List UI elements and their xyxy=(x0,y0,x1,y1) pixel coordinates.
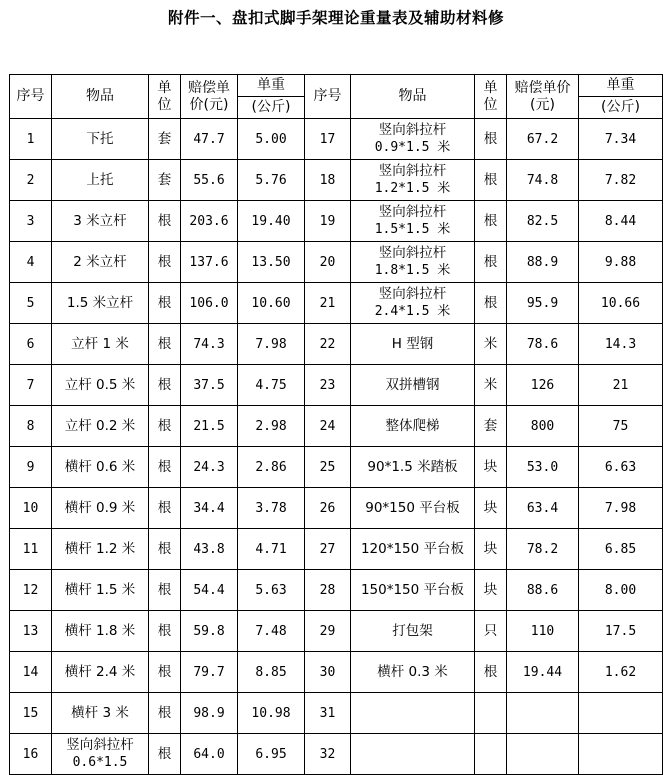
row-price-left: 74.3 xyxy=(181,324,238,365)
row-unit-right: 块 xyxy=(475,570,507,611)
table-row xyxy=(10,693,663,734)
row-no-left: 14 xyxy=(10,652,52,693)
row-weight-left: 3.78 xyxy=(238,488,305,529)
row-unit-right: 套 xyxy=(475,406,507,447)
row-no-left: 5 xyxy=(10,283,52,324)
row-price-right: 82.5 xyxy=(507,201,579,242)
header-item-left: 物品 xyxy=(52,75,149,119)
row-weight-left: 4.71 xyxy=(238,529,305,570)
row-no-right: 26 xyxy=(305,488,351,529)
row-weight-left: 5.63 xyxy=(238,570,305,611)
row-no-right: 17 xyxy=(305,119,351,160)
row-price-right: 19.44 xyxy=(507,652,579,693)
row-unit-right: 块 xyxy=(475,529,507,570)
row-price-left: 55.6 xyxy=(181,160,238,201)
row-weight-right: 6.85 xyxy=(579,529,663,570)
row-unit-right: 根 xyxy=(475,160,507,201)
header-weight-line2: (公斤) xyxy=(238,96,304,116)
row-no-right: 27 xyxy=(305,529,351,570)
row-price-left: 47.7 xyxy=(181,119,238,160)
row-price-left: 59.8 xyxy=(181,611,238,652)
row-price-left: 79.7 xyxy=(181,652,238,693)
weight-table xyxy=(9,74,663,775)
row-item-left xyxy=(52,324,149,365)
row-price-left: 64.0 xyxy=(181,734,238,775)
row-price-right: 95.9 xyxy=(507,283,579,324)
item-label: 立杆 0.2 米 xyxy=(64,418,136,434)
item-label: 横杆 1.5 米 xyxy=(64,582,136,598)
row-no-left: 9 xyxy=(10,447,52,488)
header-unit-left xyxy=(149,75,181,119)
row-unit-right: 根 xyxy=(475,119,507,160)
row-price-right: 78.2 xyxy=(507,529,579,570)
row-item-right xyxy=(351,283,475,324)
table-row xyxy=(10,529,663,570)
row-weight-left: 13.50 xyxy=(238,242,305,283)
item-label: 横杆 1.2 米 xyxy=(64,541,136,557)
row-unit-left: 根 xyxy=(149,529,181,570)
item-label: 双拼槽钢 xyxy=(385,377,440,393)
row-price-right xyxy=(507,693,579,734)
item-label: 竖向斜拉杆 xyxy=(378,204,447,220)
row-unit-left: 根 xyxy=(149,611,181,652)
document-title: 附件一、盘扣式脚手架理论重量表及辅助材料修 xyxy=(167,9,504,27)
row-item-right xyxy=(351,365,475,406)
row-price-right: 126 xyxy=(507,365,579,406)
row-unit-left: 根 xyxy=(149,283,181,324)
row-price-left: 43.8 xyxy=(181,529,238,570)
row-unit-left: 根 xyxy=(149,406,181,447)
row-price-left: 37.5 xyxy=(181,365,238,406)
row-price-left: 24.3 xyxy=(181,447,238,488)
item-label: 150*150 平台板 xyxy=(360,582,465,598)
row-no-left: 7 xyxy=(10,365,52,406)
row-no-left: 15 xyxy=(10,693,52,734)
row-price-right: 53.0 xyxy=(507,447,579,488)
item-label: 横杆 1.8 米 xyxy=(64,623,136,639)
row-price-right: 63.4 xyxy=(507,488,579,529)
table-row xyxy=(10,201,663,242)
row-item-left xyxy=(52,447,149,488)
header-unit-right xyxy=(475,75,507,119)
row-price-left: 98.9 xyxy=(181,693,238,734)
row-unit-left: 根 xyxy=(149,365,181,406)
row-unit-left: 套 xyxy=(149,160,181,201)
row-item-left xyxy=(52,119,149,160)
row-weight-left: 4.75 xyxy=(238,365,305,406)
header-weight-line1: 单重 xyxy=(257,77,285,93)
row-no-left: 1 xyxy=(10,119,52,160)
header-weight-line1: 单重 xyxy=(606,77,635,93)
row-weight-right: 10.66 xyxy=(579,283,663,324)
row-no-right: 25 xyxy=(305,447,351,488)
row-item-right xyxy=(351,570,475,611)
row-unit-right: 根 xyxy=(475,201,507,242)
header-unit-line2: 位 xyxy=(157,96,172,113)
item-label: 3 米立杆 xyxy=(73,213,127,229)
row-price-right: 88.6 xyxy=(507,570,579,611)
row-price-right: 88.9 xyxy=(507,242,579,283)
item-label: 横杆 0.3 米 xyxy=(377,664,448,680)
item-label: 横杆 3 米 xyxy=(71,705,129,721)
row-no-left: 6 xyxy=(10,324,52,365)
table-row xyxy=(10,570,663,611)
table-row xyxy=(10,242,663,283)
row-price-left: 21.5 xyxy=(181,406,238,447)
row-weight-right: 21 xyxy=(579,365,663,406)
item-label: H 型钢 xyxy=(391,336,434,352)
row-price-right: 110 xyxy=(507,611,579,652)
row-item-left xyxy=(52,160,149,201)
row-item-right xyxy=(351,529,475,570)
table-row xyxy=(10,365,663,406)
row-no-left: 2 xyxy=(10,160,52,201)
item-label: 立杆 1 米 xyxy=(71,336,129,352)
row-no-right: 30 xyxy=(305,652,351,693)
row-weight-right: 7.34 xyxy=(579,119,663,160)
row-no-left: 3 xyxy=(10,201,52,242)
row-price-right: 74.8 xyxy=(507,160,579,201)
header-price-line1: 赔偿单 xyxy=(188,79,230,96)
table-body xyxy=(10,75,663,775)
row-weight-left: 7.98 xyxy=(238,324,305,365)
row-no-right: 19 xyxy=(305,201,351,242)
row-price-left: 137.6 xyxy=(181,242,238,283)
row-weight-right: 8.44 xyxy=(579,201,663,242)
row-unit-right: 根 xyxy=(475,652,507,693)
header-no-right: 序号 xyxy=(305,75,351,119)
row-no-left: 12 xyxy=(10,570,52,611)
row-weight-left: 19.40 xyxy=(238,201,305,242)
header-unit-line1: 单 xyxy=(483,79,498,96)
header-price-right xyxy=(507,75,579,119)
item-label: 120*150 平台板 xyxy=(360,541,465,557)
row-no-right: 18 xyxy=(305,160,351,201)
header-no-left: 序号 xyxy=(10,75,52,119)
row-no-left: 8 xyxy=(10,406,52,447)
row-unit-left: 根 xyxy=(149,570,181,611)
row-weight-right xyxy=(579,734,663,775)
row-item-left xyxy=(52,406,149,447)
row-unit-right xyxy=(475,693,507,734)
item-label: 横杆 0.6 米 xyxy=(64,459,136,475)
row-item-right xyxy=(351,406,475,447)
row-no-left: 11 xyxy=(10,529,52,570)
item-label: 90*1.5 米踏板 xyxy=(367,459,458,475)
row-unit-left: 根 xyxy=(149,242,181,283)
row-weight-right: 17.5 xyxy=(579,611,663,652)
row-no-right: 28 xyxy=(305,570,351,611)
row-price-left: 34.4 xyxy=(181,488,238,529)
header-price-left xyxy=(181,75,238,119)
row-price-right: 800 xyxy=(507,406,579,447)
item-label: 竖向斜拉杆 xyxy=(378,245,447,261)
row-no-left: 10 xyxy=(10,488,52,529)
row-item-right xyxy=(351,242,475,283)
row-weight-left: 7.48 xyxy=(238,611,305,652)
item-label: 整体爬梯 xyxy=(385,418,440,434)
item-label: 竖向斜拉杆 xyxy=(378,122,447,138)
row-item-left xyxy=(52,693,149,734)
row-item-right xyxy=(351,324,475,365)
table-row xyxy=(10,119,663,160)
row-weight-left: 6.95 xyxy=(238,734,305,775)
item-label: 2 米立杆 xyxy=(73,254,127,270)
row-weight-left: 2.98 xyxy=(238,406,305,447)
item-label: 90*150 平台板 xyxy=(365,500,460,516)
row-item-right xyxy=(351,447,475,488)
row-unit-right: 米 xyxy=(475,324,507,365)
row-no-right: 22 xyxy=(305,324,351,365)
row-no-right: 29 xyxy=(305,611,351,652)
item-label: 1.5 米立杆 xyxy=(66,295,134,311)
header-price-line2: (元) xyxy=(530,96,555,113)
row-unit-right: 块 xyxy=(475,447,507,488)
row-weight-right: 14.3 xyxy=(579,324,663,365)
row-unit-right: 米 xyxy=(475,365,507,406)
table-row xyxy=(10,324,663,365)
item-label: 打包架 xyxy=(392,623,433,639)
row-item-left xyxy=(52,570,149,611)
row-weight-left: 5.76 xyxy=(238,160,305,201)
row-unit-left: 根 xyxy=(149,734,181,775)
row-unit-left: 根 xyxy=(149,693,181,734)
row-weight-right: 75 xyxy=(579,406,663,447)
row-item-left xyxy=(52,201,149,242)
item-label: 立杆 0.5 米 xyxy=(64,377,136,393)
row-weight-right: 6.63 xyxy=(579,447,663,488)
row-unit-left: 根 xyxy=(149,201,181,242)
item-label-line2: 1.8*1.5 米 xyxy=(374,263,451,278)
row-price-left: 54.4 xyxy=(181,570,238,611)
table-row xyxy=(10,283,663,324)
row-weight-right xyxy=(579,693,663,734)
row-item-right xyxy=(351,652,475,693)
header-unit-line1: 单 xyxy=(157,79,172,96)
table-row xyxy=(10,406,663,447)
item-label: 横杆 0.9 米 xyxy=(64,500,136,516)
row-item-left xyxy=(52,611,149,652)
row-weight-right: 1.62 xyxy=(579,652,663,693)
row-no-right: 24 xyxy=(305,406,351,447)
row-item-right xyxy=(351,160,475,201)
row-weight-right: 7.98 xyxy=(579,488,663,529)
row-item-right xyxy=(351,611,475,652)
row-price-right: 78.6 xyxy=(507,324,579,365)
item-label-line2: 1.2*1.5 米 xyxy=(374,181,451,196)
row-unit-right: 根 xyxy=(475,283,507,324)
header-weight-right xyxy=(579,75,663,119)
row-weight-left: 8.85 xyxy=(238,652,305,693)
item-label: 竖向斜拉杆 xyxy=(378,286,447,302)
item-label: 横杆 2.4 米 xyxy=(64,664,136,680)
table-row xyxy=(10,488,663,529)
table-row xyxy=(10,160,663,201)
row-no-left: 13 xyxy=(10,611,52,652)
row-item-left xyxy=(52,242,149,283)
row-unit-right: 只 xyxy=(475,611,507,652)
row-no-left: 16 xyxy=(10,734,52,775)
item-label-line2: 0.6*1.5 xyxy=(72,755,128,770)
table-row xyxy=(10,447,663,488)
row-price-right: 67.2 xyxy=(507,119,579,160)
table-row xyxy=(10,611,663,652)
row-item-left xyxy=(52,488,149,529)
row-price-right xyxy=(507,734,579,775)
row-unit-left: 套 xyxy=(149,119,181,160)
item-label: 竖向斜拉杆 xyxy=(66,737,134,753)
row-unit-left: 根 xyxy=(149,488,181,529)
row-item-right xyxy=(351,734,475,775)
row-weight-right: 7.82 xyxy=(579,160,663,201)
header-weight-line2: (公斤) xyxy=(579,96,662,116)
table-row xyxy=(10,734,663,775)
row-item-left xyxy=(52,652,149,693)
row-item-left xyxy=(52,365,149,406)
row-weight-left: 10.98 xyxy=(238,693,305,734)
row-price-left: 106.0 xyxy=(181,283,238,324)
row-no-right: 31 xyxy=(305,693,351,734)
header-weight-left xyxy=(238,75,305,119)
row-unit-left: 根 xyxy=(149,652,181,693)
row-item-right xyxy=(351,488,475,529)
row-item-right xyxy=(351,201,475,242)
header-price-line2: 价(元) xyxy=(189,96,229,113)
row-no-right: 32 xyxy=(305,734,351,775)
row-item-left xyxy=(52,283,149,324)
row-item-left xyxy=(52,529,149,570)
header-unit-line2: 位 xyxy=(483,96,498,113)
item-label: 下托 xyxy=(86,131,114,147)
row-price-left: 203.6 xyxy=(181,201,238,242)
item-label-line2: 2.4*1.5 米 xyxy=(374,304,451,319)
row-unit-right xyxy=(475,734,507,775)
row-unit-right: 块 xyxy=(475,488,507,529)
table-row xyxy=(10,652,663,693)
row-no-right: 23 xyxy=(305,365,351,406)
item-label-line2: 1.5*1.5 米 xyxy=(374,222,451,237)
table-header-row xyxy=(10,75,663,119)
row-unit-left: 根 xyxy=(149,324,181,365)
header-item-right: 物品 xyxy=(351,75,475,119)
row-item-right xyxy=(351,693,475,734)
row-weight-right: 9.88 xyxy=(579,242,663,283)
header-price-line1: 赔偿单价 xyxy=(514,79,571,96)
row-weight-right: 8.00 xyxy=(579,570,663,611)
row-weight-left: 5.00 xyxy=(238,119,305,160)
row-unit-left: 根 xyxy=(149,447,181,488)
row-unit-right: 根 xyxy=(475,242,507,283)
row-no-right: 20 xyxy=(305,242,351,283)
row-item-right xyxy=(351,119,475,160)
item-label-line2: 0.9*1.5 米 xyxy=(374,140,451,155)
item-label: 竖向斜拉杆 xyxy=(378,163,447,179)
row-no-right: 21 xyxy=(305,283,351,324)
row-no-left: 4 xyxy=(10,242,52,283)
row-weight-left: 2.86 xyxy=(238,447,305,488)
row-item-left xyxy=(52,734,149,775)
item-label: 上托 xyxy=(86,172,114,188)
row-weight-left: 10.60 xyxy=(238,283,305,324)
